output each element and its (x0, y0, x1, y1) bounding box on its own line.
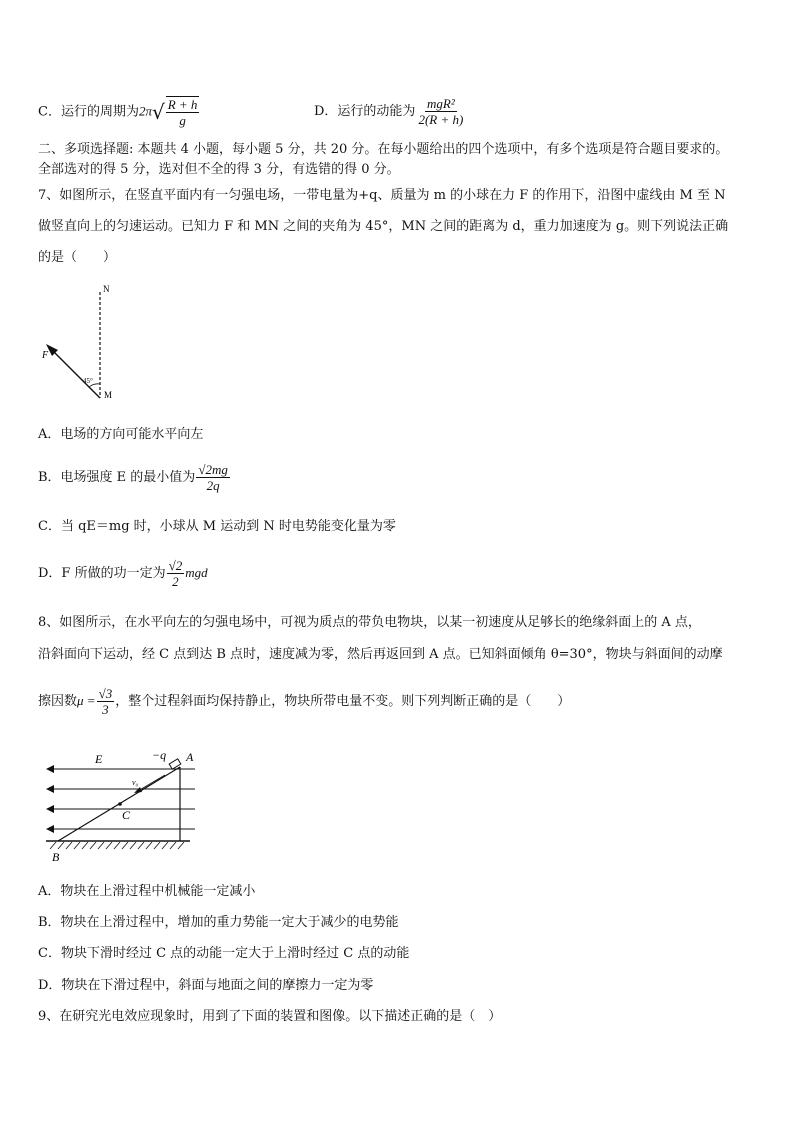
q7-option-b-fraction: $\frac{√2mg}{2q}$ (198, 462, 228, 493)
q8-option-c: C．物块下滑时经过 C 点的动能一定大于上滑时经过 C 点的动能 (38, 946, 410, 961)
q6-option-c-label: C．运行的周期为 (38, 104, 139, 120)
q6-option-d (314, 96, 466, 127)
q6-option-c-fraction: $\frac{R + h}{g}$ (167, 97, 198, 128)
q7-option-b (38, 462, 231, 493)
q8-option-d: D．物块在下滑过程中，斜面与地面之间的摩擦力一定为零 (38, 978, 374, 993)
q8-option-a: A．物块在上滑过程中机械能一定减小 (38, 884, 256, 899)
q8-label-b: B (52, 850, 60, 864)
q7-option-d-fraction: $\frac{√2}{2}$ (168, 558, 183, 589)
q8-label-q: −q (152, 748, 167, 762)
q7-label-m: M (104, 390, 113, 400)
q7-option-c: C．当 qE＝mg 时，小球从 M 运动到 N 时电势能变化量为零 (38, 519, 396, 534)
q6-option-d-label: D．运行的动能为 (314, 104, 416, 119)
q8-label-v0: v₀ (132, 778, 139, 787)
q7-option-d-suffix: mgd (185, 565, 208, 580)
q6-option-d-fraction: $\frac{\text{mgR²}}{2(R + h)}$ (418, 96, 464, 127)
section-2-line-2: 全部选对的得 5 分，选对但不全的得 3 分，有选错的得 0 分。 (38, 162, 400, 177)
q6-option-c-prefix: 2π (138, 103, 152, 119)
q8-stem-line-3-prefix: 擦因数 (38, 694, 78, 709)
q8-label-c: C (122, 808, 131, 822)
q8-stem-line-2: 沿斜面向下运动，经 C 点到达 B 点时，速度减为零，然后再返回到 A 点。已知斜面倾角 θ=30°，物块与斜面间的动摩 (38, 647, 723, 662)
q7-option-b-text: B．电场强度 E 的最小值为 (38, 470, 196, 485)
q6-option-c: C．运行的周期为2π√ $\frac{R + h}{g}$ (38, 97, 198, 128)
q8-velocity-arrowhead (134, 787, 142, 793)
q8-stem-line-3 (38, 686, 570, 717)
q8-stem-line-3-suffix: ，整个过程斜面均保持静止，物块所带电量不变。则下列判断正确的是（ ） (115, 694, 571, 709)
q7-option-d (38, 558, 208, 589)
q9-stem: 9、在研究光电效应现象时，用到了下面的装置和图像。以下描述正确的是（ ） (38, 1009, 502, 1024)
q8-figure (40, 745, 200, 865)
q7-option-a: A．电场的方向可能水平向左 (38, 427, 204, 442)
q7-label-n: N (103, 284, 110, 294)
q7-stem-line-2: 做竖直向上的匀速运动。已知力 F 和 MN 之间的夹角为 45°，MN 之间的距离为 d，重力加速度为 g。则下列说法正确 (38, 219, 729, 234)
q7-option-d-text: D．F 所做的功一定为 (38, 566, 166, 581)
q7-stem-line-3: 的是（ ） (38, 250, 117, 265)
q8-option-b: B．物块在上滑过程中，增加的重力势能一定大于减少的电势能 (38, 915, 399, 930)
q8-field-lines (46, 765, 195, 833)
q8-mu-symbol: μ = (77, 693, 96, 708)
q7-force-arrow (52, 350, 100, 398)
q8-mu-fraction: $\frac{√3}{3}$ (98, 686, 113, 717)
section-2-line-1: 二、多项选择题: 本题共 4 小题，每小题 5 分，共 20 分。在每小题给出的四个选项中，有多个选项是符合题目要求的。 (38, 142, 729, 157)
q7-figure (30, 280, 140, 410)
q8-label-e: E (95, 752, 103, 766)
q8-ground-hatch (50, 842, 184, 849)
q8-label-a: A (186, 750, 194, 764)
q8-stem-line-1: 8、如图所示，在水平向左的匀强电场中，可视为质点的带负电物块，以某一初速度从足够长的绝缘斜面上的 A 点， (38, 615, 701, 630)
q7-label-f: F (42, 350, 49, 361)
q7-stem-line-1: 7、如图所示，在竖直平面内有一匀强电场，一带电量为+q、质量为 m 的小球在力 F 的作用下，沿图中虚线由 M 至 N (38, 188, 726, 203)
q7-label-angle: 45° (83, 377, 93, 385)
q8-point-c (118, 802, 122, 806)
